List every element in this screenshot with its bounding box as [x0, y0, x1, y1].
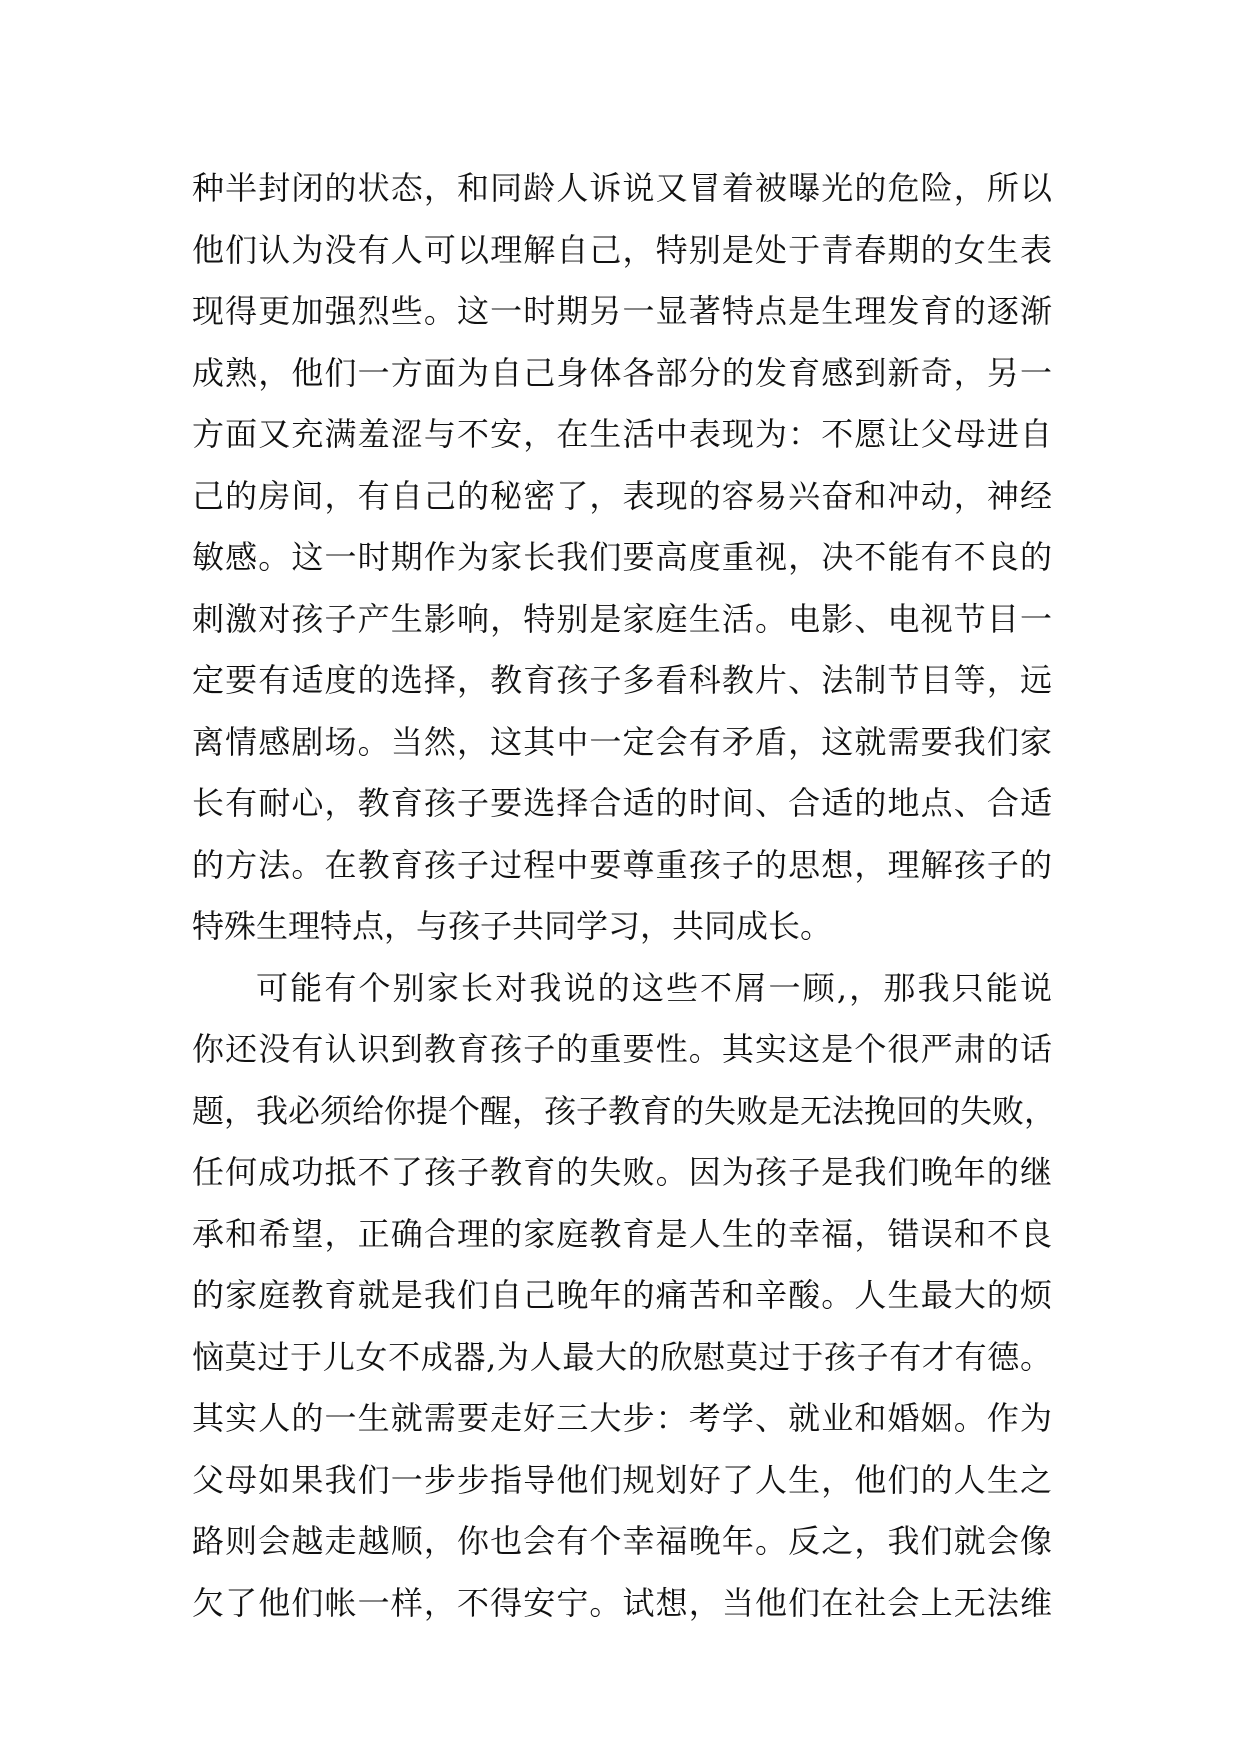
- text-line: 刺激对孩子产生影响，特别是家庭生活。电影、电视节目一: [192, 599, 1052, 638]
- text-line: 方面又充满羞涩与不安，在生活中表现为：不愿让父母进自: [192, 415, 1052, 453]
- text-line: 任何成功抵不了孩子教育的失败。因为孩子是我们晚年的继: [192, 1153, 1052, 1191]
- text-line: 定要有适度的选择，教育孩子多看科教片、法制节目等，远: [192, 661, 1052, 699]
- text-line: 题，我必须给你提个醒，孩子教育的失败是无法挽回的失败，: [192, 1091, 1057, 1130]
- text-line: 的家庭教育就是我们自己晚年的痛苦和辛酸。人生最大的烦: [192, 1276, 1052, 1314]
- text-line: 成熟，他们一方面为自己身体各部分的发育感到新奇，另一: [192, 353, 1052, 392]
- text-line: 路则会越走越顺，你也会有个幸福晚年。反之，我们就会像: [192, 1522, 1052, 1560]
- text-line: 他们认为没有人可以理解自己，特别是处于青春期的女生表: [192, 230, 1052, 269]
- text-line: 承和希望，正确合理的家庭教育是人生的幸福，错误和不良: [192, 1214, 1052, 1253]
- body-text: [192, 158, 1057, 1634]
- text-line: 离情感剧场。当然，这其中一定会有矛盾，这就需要我们家: [192, 722, 1052, 761]
- paragraph-first-line: 可能有个别家长对我说的这些不屑一顾,，那我只能说: [256, 968, 1052, 1007]
- text-line: 其实人的一生就需要走好三大步：考学、就业和婚姻。作为: [192, 1399, 1052, 1437]
- text-line: 欠了他们帐一样，不得安宁。试想，当他们在社会上无法维: [192, 1583, 1052, 1622]
- text-line: 父母如果我们一步步指导他们规划好了人生，他们的人生之: [192, 1460, 1052, 1499]
- text-line: 长有耐心，教育孩子要选择合适的时间、合适的地点、合适: [192, 784, 1052, 822]
- text-line: 现得更加强烈些。这一时期另一显著特点是生理发育的逐渐: [192, 292, 1052, 330]
- text-line: 恼莫过于儿女不成器,为人最大的欣慰莫过于孩子有才有德。: [192, 1337, 1052, 1376]
- text-line: 种半封闭的状态，和同龄人诉说又冒着被曝光的危险，所以: [192, 169, 1052, 207]
- text-line: 己的房间，有自己的秘密了，表现的容易兴奋和冲动，神经: [192, 476, 1052, 515]
- text-line: 你还没有认识到教育孩子的重要性。其实这是个很严肃的话: [192, 1030, 1052, 1068]
- text-line: 敏感。这一时期作为家长我们要高度重视，决不能有不良的: [192, 538, 1052, 576]
- text-line: 的方法。在教育孩子过程中要尊重孩子的思想，理解孩子的: [192, 845, 1052, 884]
- text-line: 特殊生理特点，与孩子共同学习，共同成长。: [192, 907, 833, 945]
